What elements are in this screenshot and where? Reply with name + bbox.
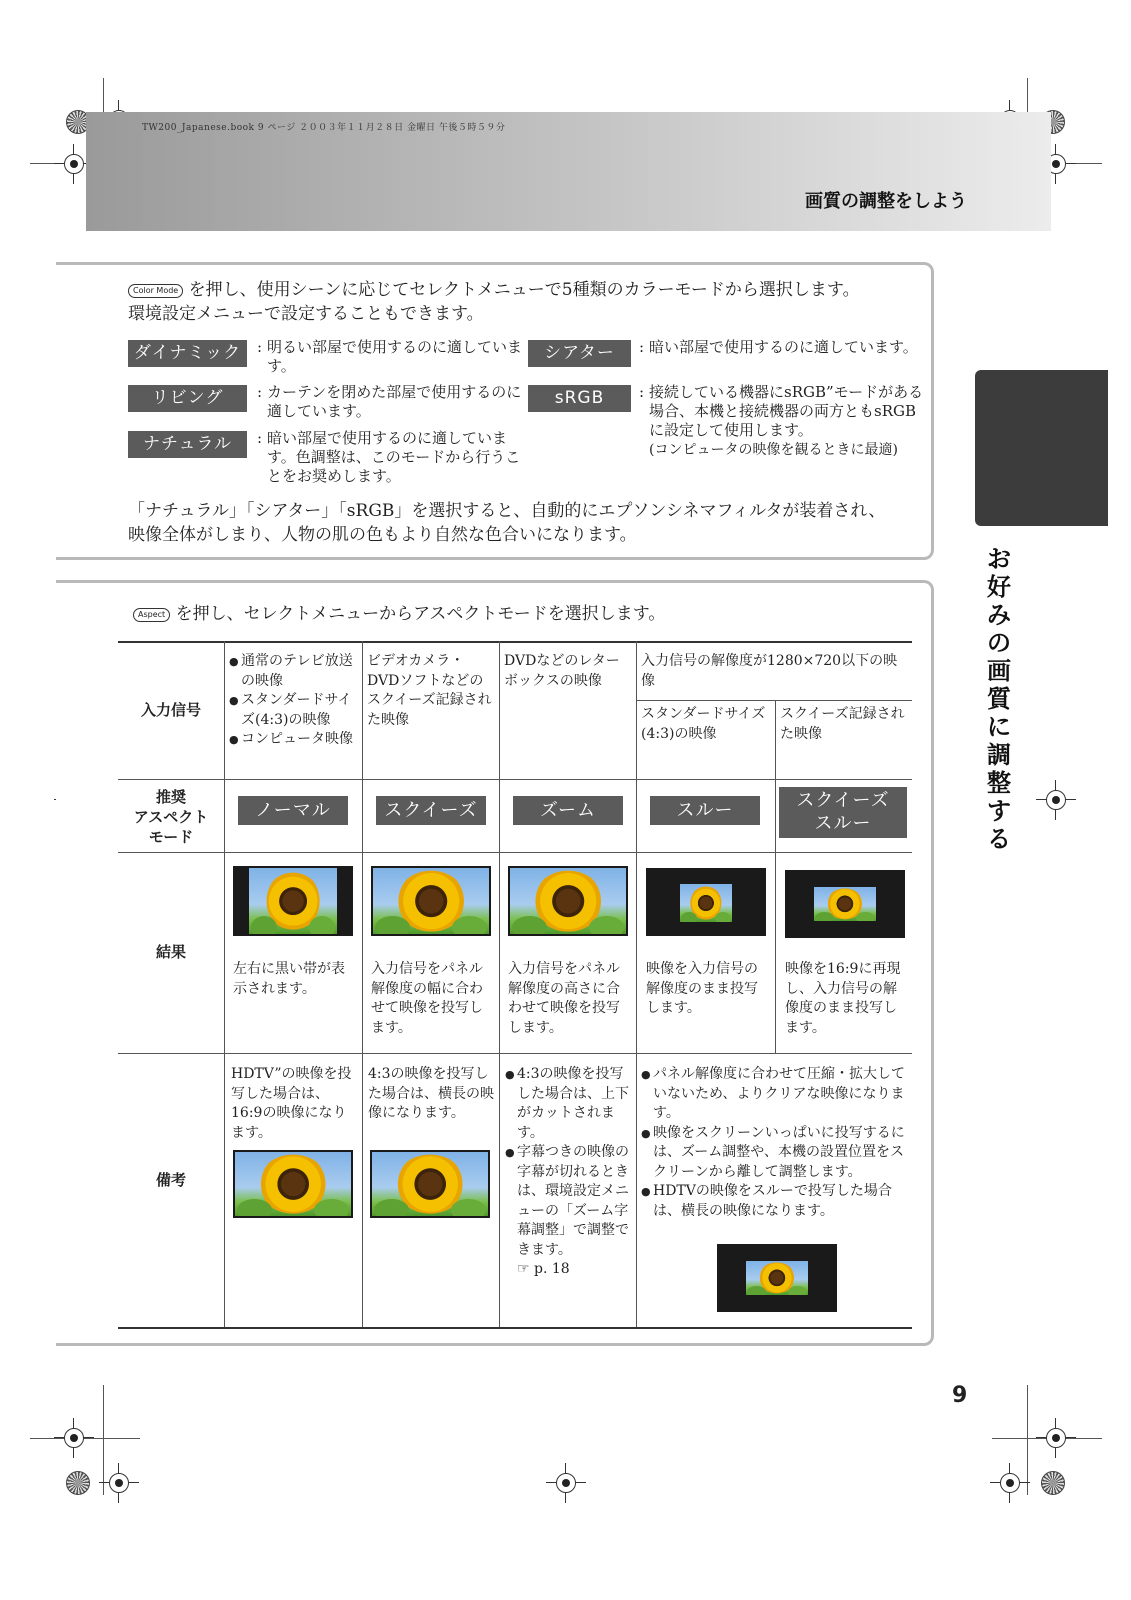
section-title: 画質の調整をしよう (805, 191, 967, 212)
registration-mark-icon (556, 1473, 576, 1493)
row-header-result: 結果 (155, 943, 186, 961)
list-item: ● パネル解像度に合わせて圧縮・拡大していないため、よりクリアな映像になります。 (641, 1065, 909, 1124)
result-text-squeeze-through: 映像を16:9に再現し、入力信号の解像度のまま投写します。 (785, 961, 901, 1036)
registration-mark-icon (1046, 1428, 1066, 1448)
sunflower-image (235, 1152, 351, 1216)
sunflower-image (373, 868, 489, 934)
list-item: ● 字幕つきの映像の字幕が切れるときは、環境設定メニューの「ズーム字幕調整」で調整できます。 (505, 1143, 633, 1260)
note-through (641, 1065, 909, 1221)
result-text-normal: 左右に黒い帯が表示されます。 (233, 961, 345, 997)
aspect-mode-squeeze: スクイーズ (376, 796, 486, 825)
mode-desc-dynamic: : 明るい部屋で使用するのに適しています。 (257, 338, 523, 375)
registration-mark-icon (1046, 790, 1066, 810)
list-item: ● 4:3の映像を投写した場合は、上下がカットされます。 (505, 1065, 633, 1143)
result-image-squeeze (371, 866, 491, 936)
result-image-squeeze-through (785, 870, 905, 938)
result-image-zoom (508, 866, 628, 936)
table-line (499, 641, 500, 1327)
note-image-squeeze (370, 1150, 490, 1218)
mode-note-srgb: (コンピュータの映像を観るときに最適) (649, 442, 898, 458)
registration-mark-icon (1000, 1473, 1020, 1493)
color-mode-intro-text-2: 環境設定メニューで設定することもできます。 (128, 304, 484, 324)
input-cell-squeeze: ビデオカメラ・DVDソフトなどのスクイーズ記録された映像 (367, 653, 492, 728)
result-image-normal (233, 866, 353, 936)
color-mode-button-icon: Color Mode (128, 284, 183, 298)
mode-label-theater: シアター (528, 340, 631, 367)
input-cell-normal (229, 652, 357, 750)
table-line (224, 641, 225, 1327)
row-header-input: 入力信号 (140, 701, 201, 719)
input-cell-through: スタンダードサイズ(4:3)の映像 (641, 706, 766, 742)
aspect-mode-zoom: ズーム (513, 796, 623, 825)
list-item: ● スタンダードサイズ(4:3)の映像 (229, 691, 357, 730)
result-text-through: 映像を入力信号の解像度のまま投写します。 (646, 961, 758, 1016)
row-header-recommended: 推奨 アスペクト モード (133, 788, 209, 846)
input-cell-squeeze-through: スクイーズ記録された映像 (780, 706, 905, 742)
note-zoom (505, 1065, 633, 1280)
table-line (118, 779, 912, 780)
result-text-zoom: 入力信号をパネル解像度の高さに合わせて映像を投写します。 (508, 961, 620, 1036)
aspect-button-icon: Aspect (133, 608, 170, 622)
table-line (636, 641, 637, 1327)
mode-label-living: リビング (128, 385, 247, 412)
list-item: ● コンピュータ映像 (229, 730, 357, 750)
page-number: 9 (952, 1383, 968, 1408)
color-mode-intro (128, 278, 908, 326)
table-line (362, 641, 363, 1327)
side-title: お好みの画質に調整する (987, 545, 1011, 853)
mode-desc-srgb: : 接続している機器にsRGB”モードがある場合、本機と接続機器の両方ともsRGBに設定して使用します。 (コンピュータの映像を観るときに最適) (639, 383, 924, 458)
sunflower-image (746, 1261, 808, 1295)
input-cell-through-header: 入力信号の解像度が1280×720以下の映像 (641, 653, 898, 689)
page-reference[interactable]: ☞ p. 18 (517, 1261, 570, 1277)
list-item: ● 通常のテレビ放送の映像 (229, 652, 357, 691)
table-line (118, 852, 912, 853)
table-border (118, 1327, 912, 1329)
sunflower-image (814, 887, 876, 921)
aspect-mode-normal: ノーマル (238, 796, 348, 825)
note-normal: HDTV”の映像を投写した場合は、16:9の映像になります。 (231, 1066, 352, 1141)
aspect-intro-text: を押し、セレクトメニューからアスペクトモードを選択します。 (175, 604, 666, 624)
result-text-squeeze: 入力信号をパネル解像度の幅に合わせて映像を投写します。 (371, 961, 483, 1036)
color-mode-intro-text: を押し、使用シーンに応じてセレクトメニューで5種類のカラーモードから選択します。 (188, 280, 860, 300)
note-squeeze: 4:3の映像を投写した場合は、横長の映像になります。 (368, 1066, 494, 1121)
aspect-mode-squeeze-through: スクイーズ スルー (779, 787, 907, 838)
mode-label-dynamic: ダイナミック (128, 340, 247, 367)
color-dial-icon (66, 1471, 90, 1495)
note-image-normal (233, 1150, 353, 1218)
aspect-mode-through: スルー (650, 796, 760, 825)
mode-label-natural: ナチュラル (128, 431, 247, 458)
registration-mark-icon (109, 1473, 129, 1493)
color-mode-footer: 「ナチュラル」「シアター」「sRGB」を選択すると、自動的にエプソンシネマフィルタが装着され、 映像全体がしまり、人物の肌の色もより自然な色合いになります。 (128, 501, 886, 545)
result-image-through (646, 868, 766, 936)
mode-desc-theater: : 暗い部屋で使用するのに適しています。 (639, 338, 918, 356)
list-item: ● 映像をスクリーンいっぱいに投写するには、ズーム調整や、本機の設置位置をスクリーンから離して調整します。 (641, 1124, 909, 1183)
table-line (636, 700, 912, 701)
registration-mark-icon (64, 154, 84, 174)
mode-desc-living: : カーテンを閉めた部屋で使用するのに適しています。 (257, 383, 522, 420)
row-header-notes: 備考 (155, 1171, 186, 1189)
reference-icon: ☞ (517, 1261, 535, 1277)
mode-desc-natural: : 暗い部屋で使用するのに適しています。色調整は、このモードから行うことをお奨めします。 (257, 429, 521, 485)
table-line (118, 1053, 912, 1054)
sunflower-image (510, 868, 626, 934)
table-border (118, 641, 912, 643)
file-info: TW200_Japanese.book 9 ページ ２００３年１１月２８日 金曜日 午後５時５９分 (142, 123, 506, 133)
registration-mark-icon (64, 1428, 84, 1448)
mode-label-srgb: sRGB (528, 385, 631, 412)
note-image-through (717, 1244, 837, 1312)
input-cell-zoom: DVDなどのレターボックスの映像 (504, 653, 620, 689)
side-tab (975, 370, 1108, 526)
color-dial-icon (1041, 1471, 1065, 1495)
sunflower-image (680, 884, 732, 922)
table-line (775, 700, 776, 1053)
sunflower-image (249, 868, 337, 934)
list-item: ● HDTVの映像をスルーで投写した場合は、横長の映像になります。 (641, 1182, 909, 1221)
sunflower-image (372, 1152, 488, 1216)
aspect-intro (133, 602, 893, 626)
